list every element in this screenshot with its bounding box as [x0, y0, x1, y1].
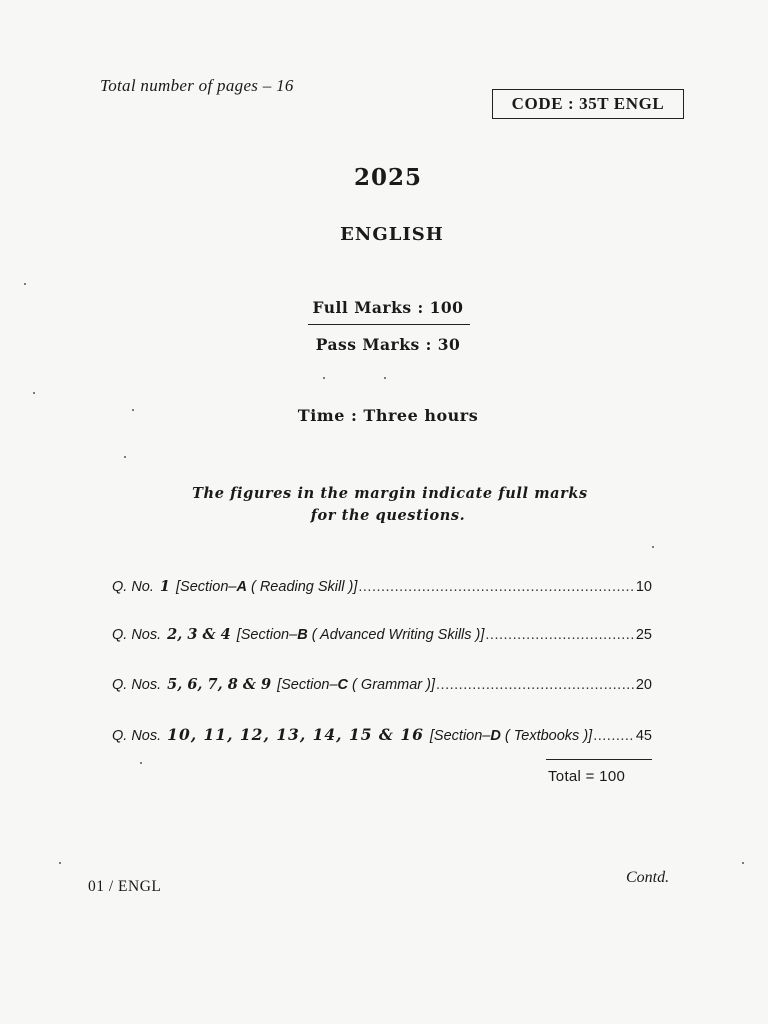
- section-letter: C: [337, 677, 349, 693]
- total-pages-note: Total number of pages – 16: [100, 76, 294, 95]
- question-row: [112, 626, 652, 643]
- question-label: Q. Nos.: [112, 627, 162, 643]
- paper-code-box: CODE : 35T ENGL: [492, 89, 684, 119]
- question-numbers: 2, 3 & 4: [167, 626, 231, 643]
- dot-leader: [358, 579, 635, 595]
- section-prefix: [Section–: [277, 677, 338, 693]
- full-marks: Full Marks : 100: [312, 298, 464, 317]
- instruction-line-1: The figures in the margin indicate full marks: [192, 485, 588, 502]
- scan-speck: [742, 862, 744, 864]
- question-section: [176, 579, 357, 595]
- section-letter: B: [297, 627, 308, 643]
- scan-speck: [59, 862, 61, 864]
- scan-speck: [24, 283, 26, 285]
- dot-leader: [593, 728, 635, 744]
- total-marks: Total = 100: [548, 768, 626, 785]
- exam-year: 2025: [353, 164, 422, 191]
- section-prefix: [Section–: [176, 579, 237, 595]
- question-numbers: 1: [159, 578, 170, 595]
- footer-paper-code: 01 / ENGL: [88, 878, 162, 895]
- scan-speck: [33, 392, 35, 394]
- question-numbers: 5, 6, 7, 8 & 9: [167, 676, 272, 693]
- section-name: ( Reading Skill )]: [246, 579, 358, 595]
- section-prefix: [Section–: [429, 728, 491, 744]
- exam-duration: Time : Three hours: [297, 406, 479, 425]
- question-section: [277, 677, 435, 693]
- question-label: Q. Nos.: [112, 728, 162, 744]
- question-label: Q. Nos.: [112, 677, 162, 693]
- marks-divider: [308, 324, 470, 325]
- dot-leader: [436, 677, 635, 693]
- question-marks: 20: [635, 677, 652, 693]
- section-name: ( Advanced Writing Skills )]: [307, 627, 485, 643]
- question-marks: 10: [635, 579, 652, 595]
- section-name: ( Grammar )]: [348, 677, 436, 693]
- section-prefix: [Section–: [236, 627, 298, 643]
- scan-speck: [384, 377, 386, 379]
- scan-speck: [323, 377, 325, 379]
- dot-leader: [485, 627, 634, 643]
- scan-speck: [124, 456, 126, 458]
- question-row: [112, 578, 652, 595]
- question-section: [237, 627, 485, 643]
- question-row: [112, 676, 652, 693]
- section-letter: D: [490, 728, 501, 744]
- instruction-line-2: for the questions.: [310, 507, 466, 524]
- subject-title: ENGLISH: [340, 224, 444, 245]
- section-name: ( Textbooks )]: [500, 728, 593, 744]
- scan-speck: [140, 762, 142, 764]
- question-numbers: 10, 11, 12, 13, 14, 15 & 16: [167, 725, 424, 744]
- continued-note: Contd.: [626, 869, 670, 886]
- question-section: [430, 728, 592, 744]
- question-marks: 45: [635, 728, 652, 744]
- pass-marks: Pass Marks : 30: [315, 335, 461, 354]
- question-row: [112, 725, 652, 744]
- scan-speck: [132, 409, 134, 411]
- section-letter: A: [236, 579, 247, 595]
- question-label: Q. No.: [112, 579, 154, 595]
- question-marks: 25: [635, 627, 652, 643]
- scan-speck: [652, 546, 654, 548]
- total-divider: [546, 759, 652, 760]
